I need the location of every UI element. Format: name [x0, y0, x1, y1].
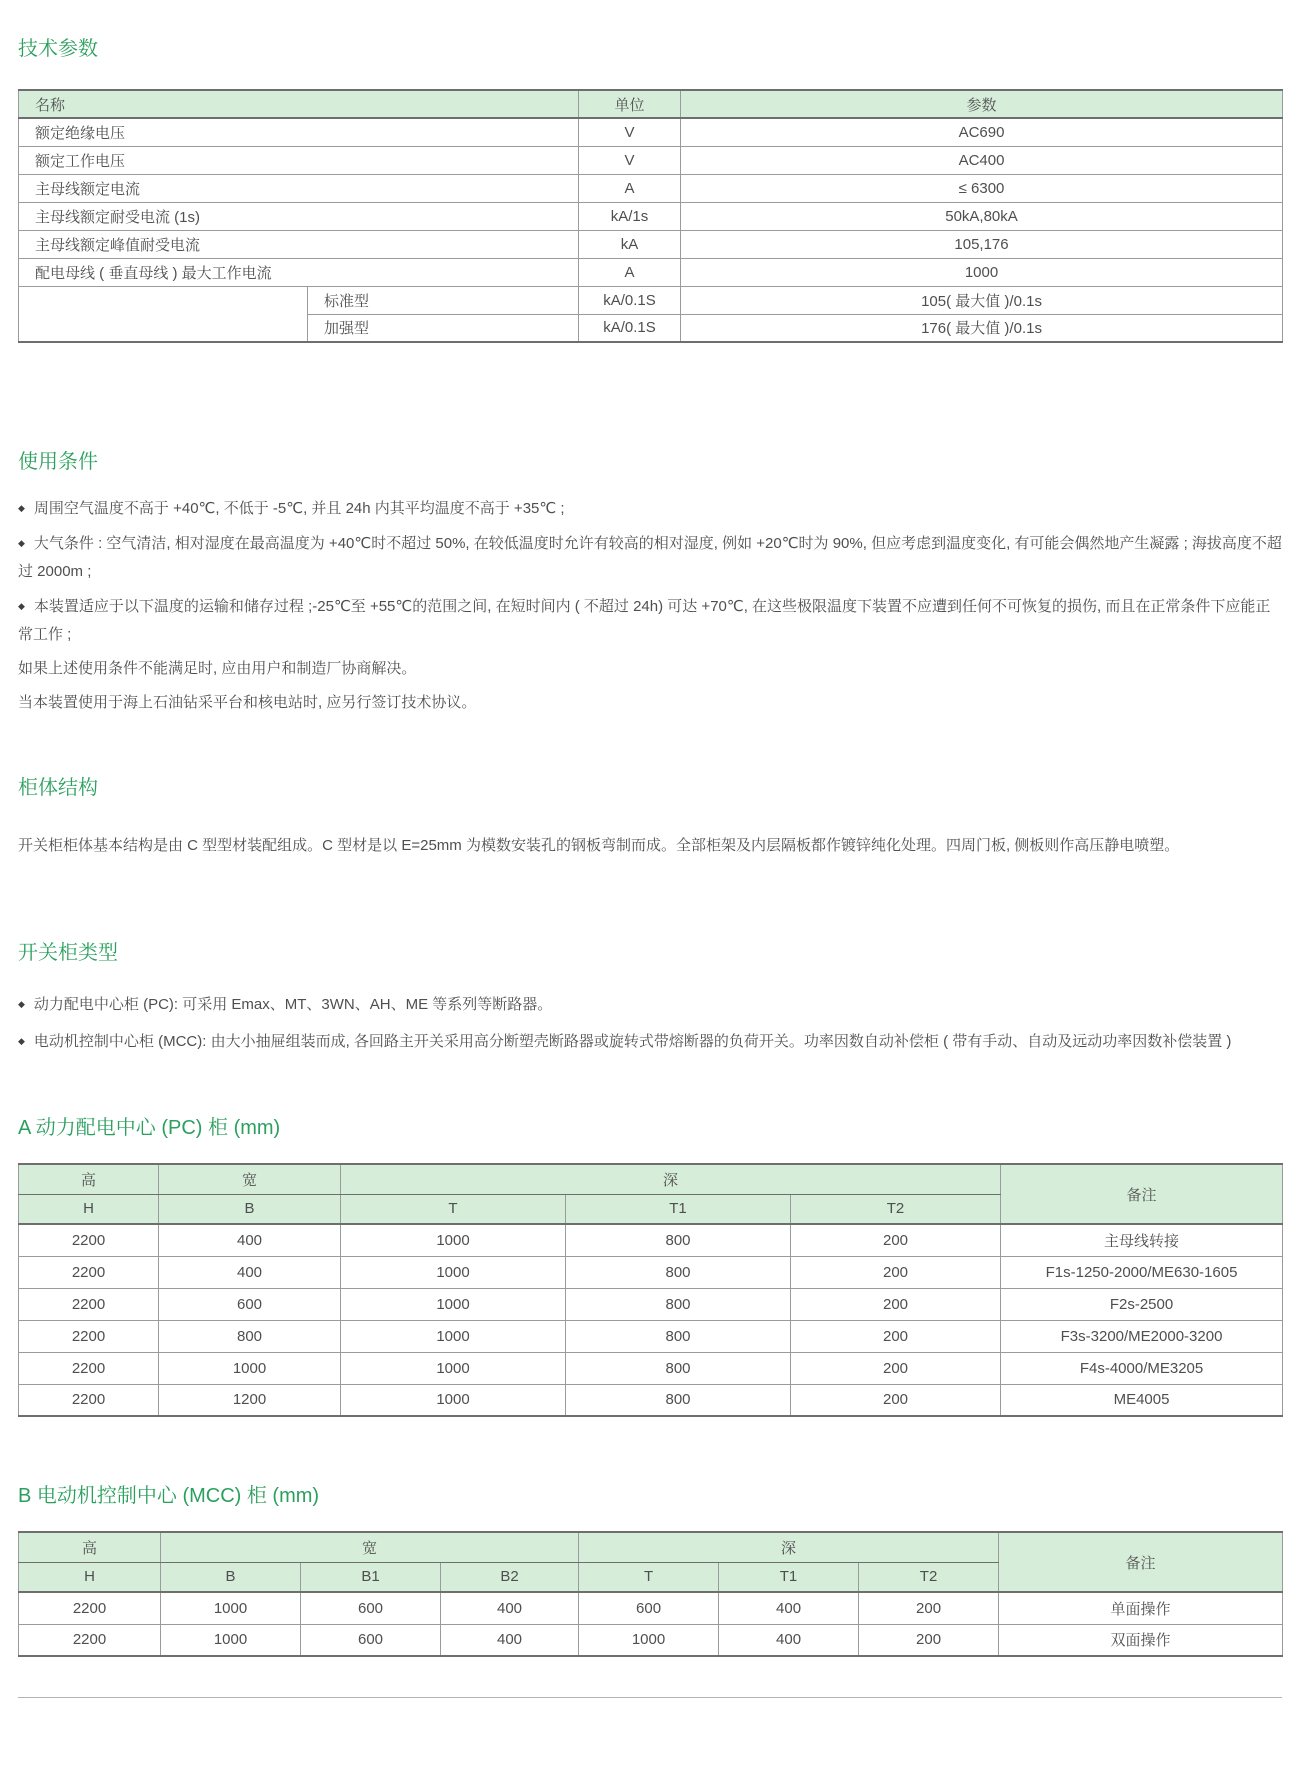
page-bottom-divider — [18, 1697, 1282, 1698]
cell-t1: 800 — [566, 1224, 791, 1256]
cell-param: 50kA,80kA — [681, 202, 1283, 230]
cell-param: 176( 最大值 )/0.1s — [681, 314, 1283, 342]
cell-b2: 400 — [441, 1592, 579, 1624]
cell-t1: 400 — [719, 1592, 859, 1624]
section-title-pc-cabinet: A 动力配电中心 (PC) 柜 (mm) — [18, 1117, 281, 1139]
list-item — [18, 592, 1282, 649]
table-row — [19, 1288, 1283, 1320]
bullet-diamond-icon: ◆ — [18, 503, 25, 513]
cell-t2: 200 — [791, 1288, 1001, 1320]
col-header-depth: 深 — [579, 1532, 999, 1562]
col-subheader-t2: T2 — [791, 1194, 1001, 1224]
cell-h: 2200 — [19, 1224, 159, 1256]
cell-t2: 200 — [859, 1592, 999, 1624]
col-header-height: 高 — [19, 1164, 159, 1194]
table-row — [19, 1320, 1283, 1352]
cell-b: 1000 — [161, 1592, 301, 1624]
paragraph-text: 开关柜柜体基本结构是由 C 型型材装配组成。C 型材是以 E=25mm 为模数安装孔的钢板弯制而成。全部柜架及内层隔板都作镀锌纯化处理。四周门板, 侧板则作高压静电喷塑。 — [18, 837, 1180, 854]
col-subheader-t1: T1 — [566, 1194, 791, 1224]
col-subheader-t: T — [341, 1194, 566, 1224]
table-row — [19, 1256, 1283, 1288]
cell-t2: 200 — [791, 1320, 1001, 1352]
table-row — [19, 174, 1283, 202]
list-item-text: 电动机控制中心柜 (MCC): 由大小抽屉组装而成, 各回路主开关采用高分断塑壳断路器或旋转式带熔断器的负荷开关。功率因数自动补偿柜 ( 带有手动、自动及远动功率因数补偿装置 ) — [33, 1033, 1232, 1050]
col-header-param: 参数 — [681, 90, 1283, 118]
cell-h: 2200 — [19, 1624, 161, 1656]
mcc-cabinet-table — [18, 1531, 1283, 1657]
cell-note: F1s-1250-2000/ME630-1605 — [1001, 1256, 1283, 1288]
table-row — [19, 258, 1283, 286]
cell-b1: 600 — [301, 1624, 441, 1656]
cell-b: 1000 — [159, 1352, 341, 1384]
cell-h: 2200 — [19, 1592, 161, 1624]
cell-name: 主母线额定电流 — [19, 174, 579, 202]
cell-t1: 800 — [566, 1384, 791, 1416]
cell-h: 2200 — [19, 1256, 159, 1288]
table-row — [19, 202, 1283, 230]
cell-param: 105,176 — [681, 230, 1283, 258]
section-title-tech-params: 技术参数 — [18, 38, 98, 60]
bullet-diamond-icon: ◆ — [18, 1036, 25, 1046]
list-item — [18, 1026, 1282, 1057]
list-item — [18, 494, 1282, 523]
col-header-note: 备注 — [999, 1532, 1283, 1592]
cell-t1: 800 — [566, 1352, 791, 1384]
note-line: 如果上述使用条件不能满足时, 应由用户和制造厂协商解决。 — [18, 660, 417, 677]
cell-h: 2200 — [19, 1352, 159, 1384]
col-header-height: 高 — [19, 1532, 161, 1562]
cell-unit: kA — [579, 230, 681, 258]
cell-b: 600 — [159, 1288, 341, 1320]
bullet-diamond-icon: ◆ — [18, 538, 25, 548]
cell-note: F2s-2500 — [1001, 1288, 1283, 1320]
section-title-usage-conditions: 使用条件 — [18, 451, 98, 473]
cell-b: 400 — [159, 1224, 341, 1256]
cell-unit: kA/0.1S — [579, 286, 681, 314]
tech-header-row — [19, 90, 1283, 118]
cell-param: AC400 — [681, 146, 1283, 174]
table-row — [19, 1624, 1283, 1656]
mcc-header-row — [19, 1532, 1283, 1562]
col-subheader-b: B — [161, 1562, 301, 1592]
note-line: 当本装置使用于海上石油钻采平台和核电站时, 应另行签订技术协议。 — [18, 694, 477, 711]
cell-t1: 800 — [566, 1288, 791, 1320]
cell-t: 1000 — [341, 1320, 566, 1352]
cell-t2: 200 — [791, 1256, 1001, 1288]
empty-cell — [19, 286, 308, 342]
cell-b: 400 — [159, 1256, 341, 1288]
cell-note: F3s-3200/ME2000-3200 — [1001, 1320, 1283, 1352]
table-row — [19, 1352, 1283, 1384]
col-subheader-t1: T1 — [719, 1562, 859, 1592]
cell-note: ME4005 — [1001, 1384, 1283, 1416]
section-title-cabinet-structure: 柜体结构 — [18, 777, 98, 799]
col-subheader-t2: T2 — [859, 1562, 999, 1592]
list-item — [18, 989, 1282, 1020]
list-item-text: 本装置适应于以下温度的运输和储存过程 ;-25℃至 +55℃的范围之间, 在短时间内 ( 不超过 24h) 可达 +70℃, 在这些极限温度下装置不应遭到任何不可恢复的损伤, 而且在正常条件下应能正常工作 ; — [18, 598, 1271, 643]
cell-note: 主母线转接 — [1001, 1224, 1283, 1256]
col-subheader-h: H — [19, 1194, 159, 1224]
cell-note: 双面操作 — [999, 1624, 1283, 1656]
cell-name: 配电母线 ( 垂直母线 ) 最大工作电流 — [19, 258, 579, 286]
table-row — [19, 118, 1283, 146]
cell-note: F4s-4000/ME3205 — [1001, 1352, 1283, 1384]
cell-b2: 400 — [441, 1624, 579, 1656]
col-subheader-b1: B1 — [301, 1562, 441, 1592]
cell-t: 1000 — [341, 1224, 566, 1256]
cell-t: 1000 — [579, 1624, 719, 1656]
cell-t: 600 — [579, 1592, 719, 1624]
cell-t: 1000 — [341, 1288, 566, 1320]
col-subheader-b: B — [159, 1194, 341, 1224]
table-row — [19, 1384, 1283, 1416]
cell-h: 2200 — [19, 1384, 159, 1416]
cell-note: 单面操作 — [999, 1592, 1283, 1624]
section-title-mcc-cabinet: B 电动机控制中心 (MCC) 柜 (mm) — [18, 1485, 320, 1507]
pc-header-row — [19, 1164, 1283, 1194]
list-item-text: 周围空气温度不高于 +40℃, 不低于 -5℃, 并且 24h 内其平均温度不高于 +35℃ ; — [33, 500, 565, 517]
cell-t: 1000 — [341, 1352, 566, 1384]
col-header-depth: 深 — [341, 1164, 1001, 1194]
cell-unit: kA/1s — [579, 202, 681, 230]
col-subheader-b2: B2 — [441, 1562, 579, 1592]
col-header-unit: 单位 — [579, 90, 681, 118]
cell-unit: V — [579, 146, 681, 174]
cell-b: 1200 — [159, 1384, 341, 1416]
table-row — [19, 146, 1283, 174]
cabinet-structure-paragraph — [18, 832, 1282, 860]
col-subheader-t: T — [579, 1562, 719, 1592]
cell-param: ≤ 6300 — [681, 174, 1283, 202]
cell-t2: 200 — [791, 1352, 1001, 1384]
table-row — [19, 230, 1283, 258]
cell-name: 额定绝缘电压 — [19, 118, 579, 146]
cell-b: 1000 — [161, 1624, 301, 1656]
col-subheader-h: H — [19, 1562, 161, 1592]
cell-unit: V — [579, 118, 681, 146]
pc-cabinet-table — [18, 1163, 1283, 1417]
cell-t2: 200 — [791, 1384, 1001, 1416]
col-header-name: 名称 — [19, 90, 579, 118]
table-row — [19, 1224, 1283, 1256]
col-header-note: 备注 — [1001, 1164, 1283, 1224]
cell-type: 标准型 — [308, 286, 579, 314]
usage-conditions-list — [18, 494, 1282, 717]
cell-param: 1000 — [681, 258, 1283, 286]
col-header-width: 宽 — [159, 1164, 341, 1194]
cell-name: 主母线额定峰值耐受电流 — [19, 230, 579, 258]
cell-t1: 800 — [566, 1256, 791, 1288]
cell-unit: A — [579, 174, 681, 202]
cell-b1: 600 — [301, 1592, 441, 1624]
cell-t1: 400 — [719, 1624, 859, 1656]
switchgear-types-list — [18, 989, 1282, 1057]
cell-t: 1000 — [341, 1256, 566, 1288]
table-row-split — [19, 286, 1283, 314]
cell-t2: 200 — [791, 1224, 1001, 1256]
tech-params-table — [18, 89, 1283, 343]
list-item-text: 动力配电中心柜 (PC): 可采用 Emax、MT、3WN、AH、ME 等系列等断路器。 — [33, 996, 553, 1013]
list-item — [18, 529, 1282, 586]
cell-t1: 800 — [566, 1320, 791, 1352]
cell-name: 主母线额定耐受电流 (1s) — [19, 202, 579, 230]
cell-h: 2200 — [19, 1320, 159, 1352]
col-header-width: 宽 — [161, 1532, 579, 1562]
cell-b: 800 — [159, 1320, 341, 1352]
table-row — [19, 1592, 1283, 1624]
cell-type: 加强型 — [308, 314, 579, 342]
cell-unit: kA/0.1S — [579, 314, 681, 342]
cell-unit: A — [579, 258, 681, 286]
cell-param: 105( 最大值 )/0.1s — [681, 286, 1283, 314]
section-title-switchgear-types: 开关柜类型 — [18, 942, 118, 964]
cell-t2: 200 — [859, 1624, 999, 1656]
bullet-diamond-icon: ◆ — [18, 601, 25, 611]
cell-name: 额定工作电压 — [19, 146, 579, 174]
cell-h: 2200 — [19, 1288, 159, 1320]
cell-param: AC690 — [681, 118, 1283, 146]
catalog-page — [18, 36, 1282, 1698]
list-item-text: 大气条件 : 空气清洁, 相对湿度在最高温度为 +40℃时不超过 50%, 在较低温度时允许有较高的相对湿度, 例如 +20℃时为 90%, 但应考虑到温度变化, 有可能会偶然地产生凝露 ; 海拔高度不超过 2000m ; — [18, 535, 1282, 580]
cell-t: 1000 — [341, 1384, 566, 1416]
bullet-diamond-icon: ◆ — [18, 999, 25, 1009]
